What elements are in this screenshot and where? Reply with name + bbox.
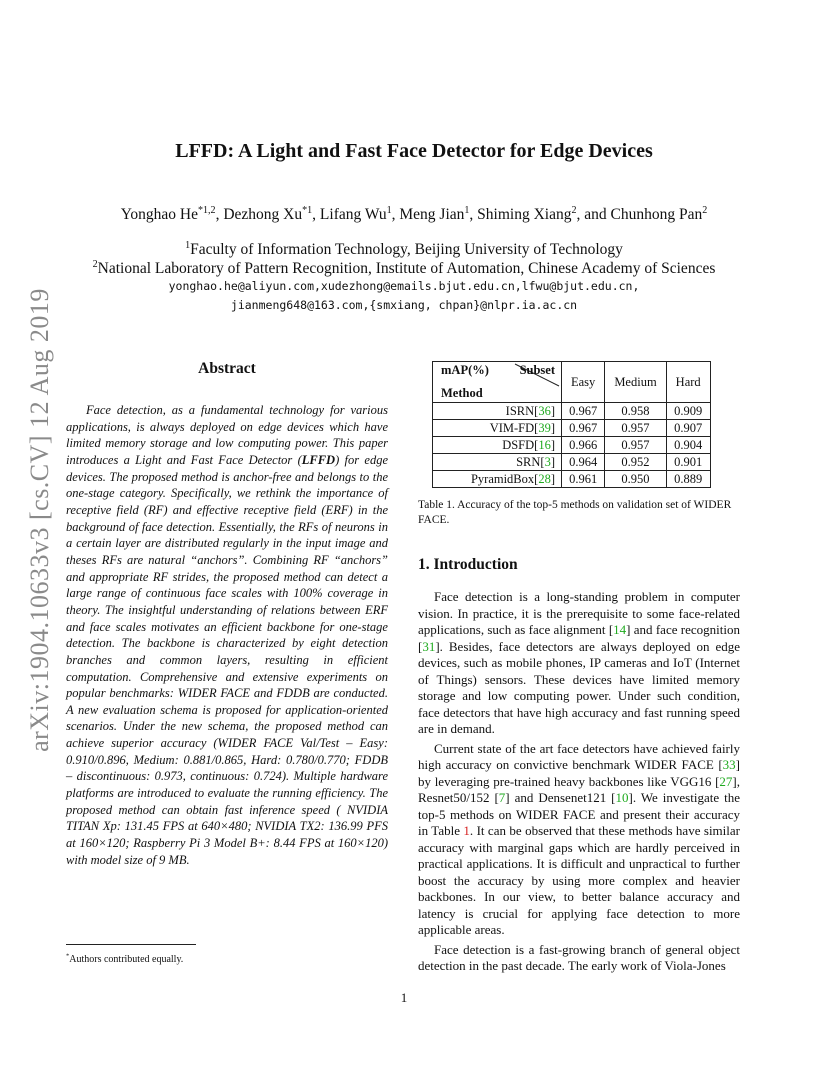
- text-run: . It can be observed that these methods have similar accuracy with marginal gaps which are hardly perceived in practical applications. It is difficult and unpractical to further boost the accuracy by using more complex and heavier backbones. In our view, to better balance accuracy and latency is crucial for applying face detection to more applicable areas.: [418, 823, 740, 937]
- header-method: Method: [441, 386, 483, 400]
- column-header: Medium: [605, 362, 666, 403]
- citation-link[interactable]: 7: [498, 790, 506, 805]
- method-name: VIM-FD: [489, 420, 535, 435]
- citation-link[interactable]: 10: [615, 790, 629, 805]
- method-name: DSFD: [502, 437, 535, 452]
- text-run: ] and face recognition [: [418, 622, 740, 654]
- citation-link[interactable]: 27: [719, 773, 733, 789]
- value-cell: 0.967: [562, 420, 605, 437]
- author-name: Lifang Wu: [319, 206, 387, 223]
- text-run: ], Resnet50/152 [: [418, 773, 740, 805]
- method-cell: VIM-FD[39]: [433, 420, 562, 437]
- value-cell: 0.958: [605, 403, 666, 420]
- table-diagonal-header: [433, 362, 562, 403]
- email-line-2: jianmeng648@163.com,{smxiang, chpan}@nlpr.ia.ac.cn: [230, 298, 578, 312]
- paper-title: LFFD: A Light and Fast Face Detector for Edge Devices: [175, 140, 653, 162]
- abstract-heading: Abstract: [198, 360, 256, 377]
- author-separator: ,: [391, 206, 400, 223]
- method-name: SRN: [516, 454, 541, 469]
- author-name: Meng Jian: [399, 206, 465, 223]
- header-subset: Subset: [519, 363, 555, 377]
- email-line-1: yonghao.he@aliyun.com,xudezhong@emails.bjut.edu.cn,lfwu@bjut.edu.cn,: [168, 279, 640, 293]
- column-header: Hard: [666, 362, 710, 403]
- author-name: Shiming Xiang: [477, 206, 572, 223]
- author-affiliation-marker: *1,2: [197, 204, 216, 216]
- arxiv-watermark: [18, 280, 62, 760]
- text-run: ]. Besides, face detectors are always deployed on edge devices, such as mobile phones, IP cameras and IoT (Internet of Things) sensors. These devices have limited memory storage and low computing power. Under such condition, face detectors that have high accuracy and fast running speed are in demand.: [418, 638, 740, 736]
- paragraph: [418, 741, 740, 939]
- citation-link[interactable]: 14: [613, 622, 627, 637]
- citation-link[interactable]: 31: [422, 638, 436, 654]
- method-cell: DSFD[16]: [433, 437, 562, 454]
- paragraph: [418, 942, 740, 975]
- value-cell: 0.967: [562, 403, 605, 420]
- table-caption: Table 1. Accuracy of the top-5 methods on validation set of WIDER FACE.: [418, 499, 732, 526]
- value-cell: 0.952: [605, 454, 666, 471]
- text-run: Face detection is a long-standing problem in computer vision. In practice, it is the prerequisite to some face-related applications, such as face alignment [: [418, 589, 740, 637]
- citation-link[interactable]: 39: [538, 420, 551, 435]
- table-row: [433, 471, 711, 488]
- paragraph: [418, 589, 740, 738]
- table-row: [433, 403, 711, 420]
- value-cell: 0.966: [562, 437, 605, 454]
- author-separator: , and: [576, 206, 611, 223]
- author-separator: ,: [215, 206, 224, 223]
- author-affiliation-marker: *1: [302, 204, 313, 216]
- footnote: *Authors contributed equally.: [66, 952, 184, 965]
- citation-link[interactable]: 28: [538, 471, 551, 486]
- value-cell: 0.904: [666, 437, 710, 454]
- introduction-body: [418, 589, 740, 978]
- affiliation-2: $^2$National Laboratory of Pattern Recognition, Institute of Automation, Chinese Academy of Sciences: [92, 258, 716, 277]
- author-affiliation-marker: 1: [464, 204, 470, 216]
- value-cell: 0.964: [562, 454, 605, 471]
- section-heading-introduction: 1. Introduction: [418, 556, 518, 573]
- author-name: Chunhong Pan: [610, 206, 703, 223]
- value-cell: 0.907: [666, 420, 710, 437]
- table-row: [433, 420, 711, 437]
- table-row: [433, 454, 711, 471]
- text-run: ]. We investigate the top-5 methods on WIDER FACE and present their accuracy in Table: [418, 790, 740, 838]
- value-cell: 0.909: [666, 403, 710, 420]
- value-cell: 0.889: [666, 471, 710, 488]
- table-row: [433, 437, 711, 454]
- table-reference-link[interactable]: 1: [463, 823, 470, 838]
- value-cell: 0.950: [605, 471, 666, 488]
- author-list: [0, 206, 828, 224]
- value-cell: 0.957: [605, 437, 666, 454]
- citation-link[interactable]: 33: [722, 757, 736, 772]
- text-run: Face detection is a fast-growing branch of general object detection in the past decade. The early work of Viola-Jones: [418, 941, 740, 973]
- citation-link[interactable]: 36: [538, 403, 551, 418]
- method-cell: SRN[3]: [433, 454, 562, 471]
- abstract-body: Face detection, as a fundamental technology for various applications, is always deployed on edge devices which have limited memory storage and low computing power. This paper introduces a Light and Fast Face Detector (LFFD) for edge devices. The proposed method is anchor-free and belongs to the one-stage category. Specifically, we rethink the importance of receptive field (RF) and effective receptive field (ERF) in the background of face detection. Essentially, the RFs of neurons in a certain layer are distributed regularly in the input image and theses RFs are natural “anchors”. Combining RF “anchors” and appropriate RF strides, the proposed method can detect a large range of continuous face scales with 100% coverage in theory. The insightful understanding of relations between ERF and face scales motivates an efficient backbone for one-stage detection. The backbone is characterized by eight detection branches and common layers, resulting in efficient computation. Comprehensive and extensive experiments on popular benchmarks: WIDER FACE and FDDB are conducted. A new evaluation schema is proposed for application-oriented scenarios. Under the new schema, the proposed method can achieve superior accuracy (WIDER FACE Val/Test – Easy: 0.910/0.896, Medium: 0.881/0.865, Hard: 0.780/0.770; FDDB – discontinuous: 0.973, continuous: 0.724). Multiple hardware platforms are introduced to evaluate the running efficiency. The proposed method can obtain fast inference speed ( NVIDIA TITAN Xp: 131.45 FPS at 640×480; NVIDIA TX2: 136.99 PFS at 160×120; Raspberry Pi 3 Model B+: 8.44 FPS at 160×120) with model size of 9 MB.: [66, 403, 388, 867]
- author-affiliation-marker: 1: [386, 204, 392, 216]
- author-separator: ,: [312, 206, 320, 223]
- method-name: ISRN: [505, 403, 535, 418]
- arxiv-id: arXiv:1904.10633v3 [cs.CV] 12 Aug 2019: [25, 288, 55, 752]
- citation-link[interactable]: 16: [538, 437, 551, 452]
- header-metric: mAP(%): [441, 363, 489, 377]
- method-cell: PyramidBox[28]: [433, 471, 562, 488]
- author-affiliation-marker: 2: [702, 204, 708, 216]
- author-name: Dezhong Xu: [223, 206, 303, 223]
- affiliation-1: $^1$Faculty of Information Technology, Beijing University of Technology: [185, 239, 623, 258]
- method-name: PyramidBox: [470, 471, 535, 486]
- value-cell: 0.901: [666, 454, 710, 471]
- value-cell: 0.957: [605, 420, 666, 437]
- method-cell: ISRN[36]: [433, 403, 562, 420]
- author-name: Yonghao He: [120, 206, 198, 223]
- value-cell: 0.961: [562, 471, 605, 488]
- text-run: ] by leveraging pre-trained heavy backbones like VGG16 [: [418, 757, 740, 789]
- results-table: [432, 361, 711, 488]
- author-separator: ,: [469, 206, 478, 223]
- author-affiliation-marker: 2: [571, 204, 577, 216]
- text-run: ] and Densenet121 [: [505, 790, 616, 805]
- citation-link[interactable]: 3: [544, 454, 551, 469]
- text-run: Current state of the art face detectors have achieved fairly high accuracy on convictive benchmark WIDER FACE [: [418, 740, 740, 772]
- column-header: Easy: [562, 362, 605, 403]
- footnote-divider: [66, 944, 196, 945]
- page-number: 1: [400, 990, 408, 1005]
